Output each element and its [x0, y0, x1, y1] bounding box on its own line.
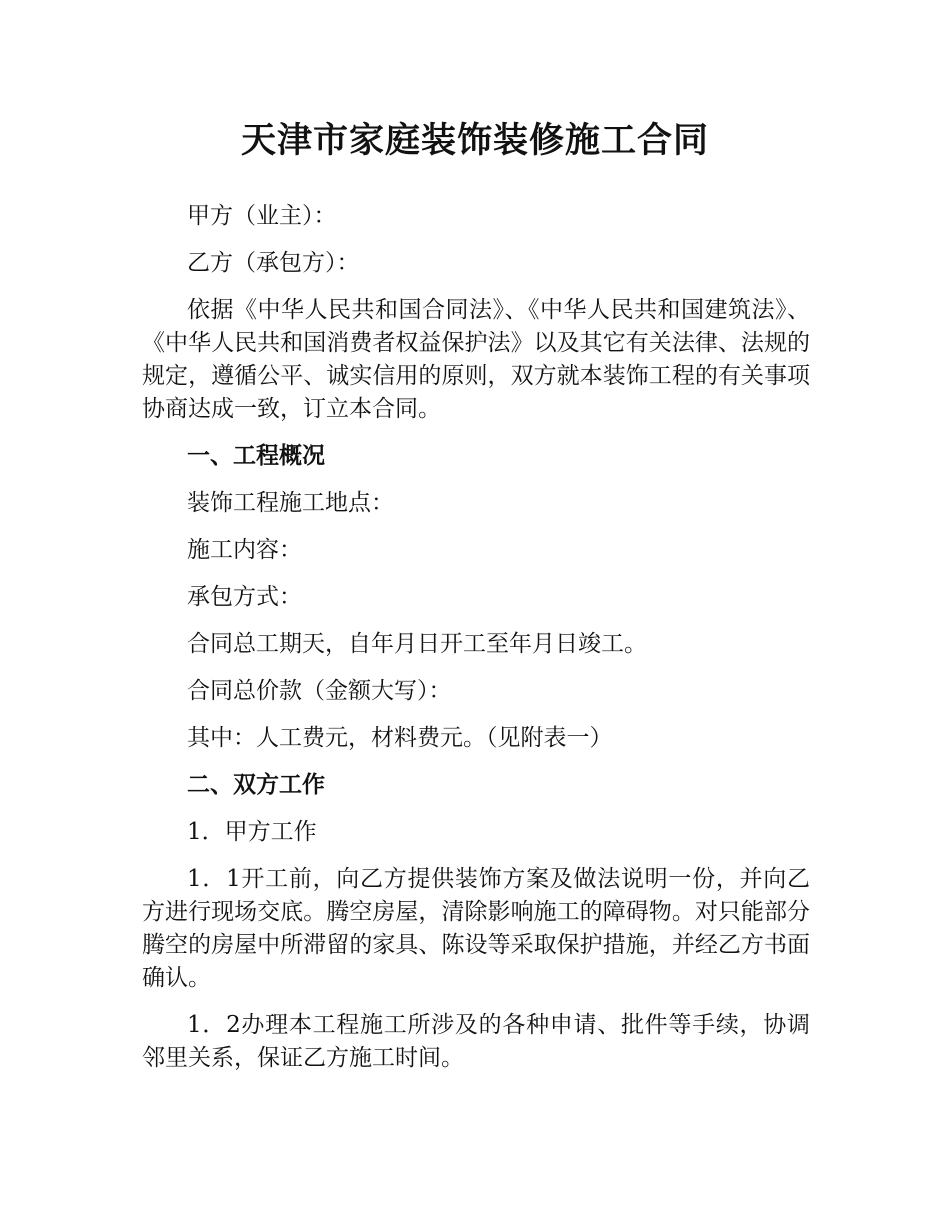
construction-content-line: 施工内容： [187, 537, 302, 563]
party-a-line: 甲方（业主）： [187, 203, 337, 229]
party-b-line: 乙方（承包方）： [187, 250, 360, 276]
clause-1-1: 1．1开工前，向乙方提供装饰方案及做法说明一份，并向乙方进行现场交底。腾空房屋，清除影响施工的障碍物。对只能部分腾空的房屋中所滞留的家具、陈设等采取保护措施，并经乙方书面确认。 [142, 866, 810, 991]
contract-duration-line: 合同总工期天，自年月日开工至年月日竣工。 [187, 631, 647, 657]
party-a-work-heading: 1．甲方工作 [187, 819, 317, 845]
clause-1-2: 1．2办理本工程施工所涉及的各种申请、批件等手续，协调邻里关系，保证乙方施工时间。 [142, 1012, 810, 1071]
section-heading-2: 二、双方工作 [187, 772, 325, 798]
document-title: 天津市家庭装饰装修施工合同 [240, 121, 709, 161]
preamble-paragraph: 依据《中华人民共和国合同法》、《中华人民共和国建筑法》、《中华人民共和国消费者权益保护法》以及其它有关法律、法规的规定，遵循公平、诚实信用的原则，双方就本装饰工程的有关事项协商达成一致，订立本合同。 [142, 297, 810, 422]
contracting-method-line: 承包方式： [187, 584, 302, 610]
contract-price-line: 合同总价款（金额大写）： [187, 678, 452, 704]
document-body [142, 200, 810, 1075]
cost-breakdown-line: 其中：人工费元，材料费元。（见附表一） [187, 725, 613, 751]
project-location-line: 装饰工程施工地点： [187, 490, 394, 516]
section-heading-1: 一、工程概况 [187, 443, 325, 469]
